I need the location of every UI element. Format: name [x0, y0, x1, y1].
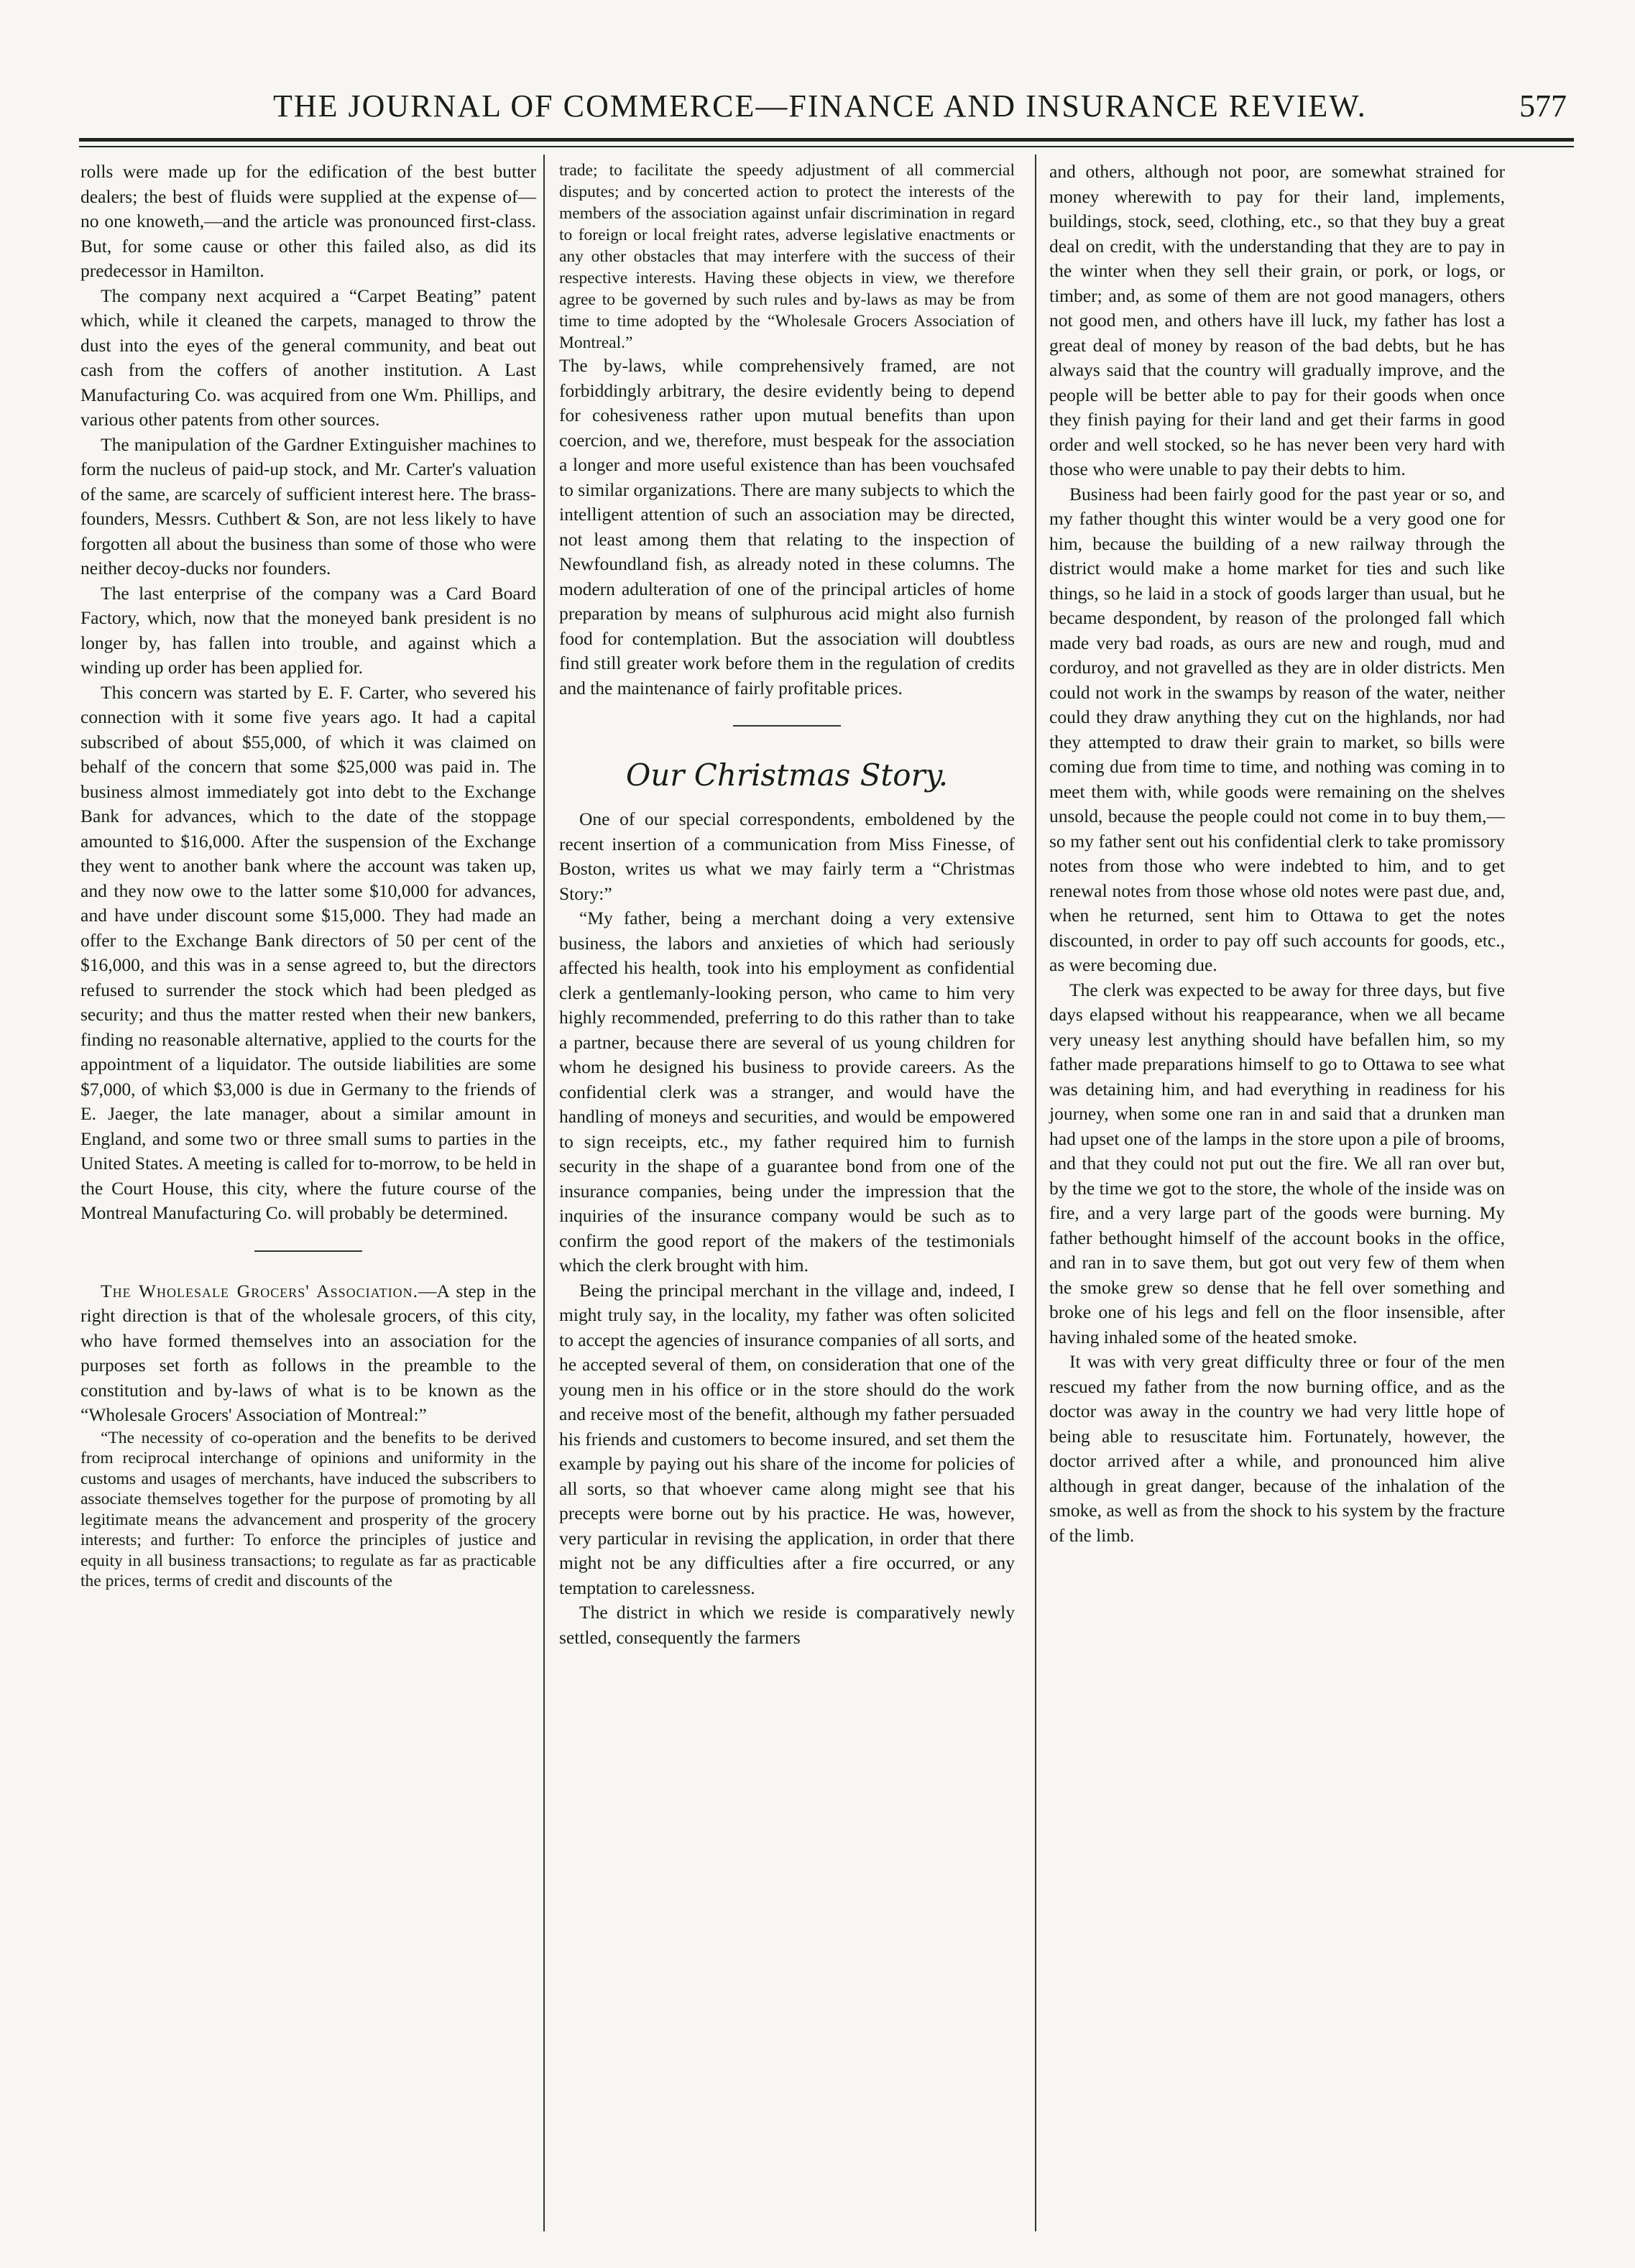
col1-paragraph-1: rolls were made up for the edification of the best butter dealers; the best of fluids were supplied at the expense of—no one knoweth,—and the article was pronounced first-class. But, for some cause or other this failed also, as did its predecessor in Hamilton.	[80, 161, 536, 281]
col2-paragraph-merchant: Being the principal merchant in the village and, indeed, I might truly say, in the locality, my father was often solicited to accept the agencies of insurance companies of all sorts, and he accepted several of them, on consideration that one of the young men in his office or in the store should do the work and receive most of the benefit, although my father persuaded his friends and customers to become insured, and set them the example by paying out his share of the income for policies of all sorts, so that whoever came along might see that his precepts were borne out by his practice. He was, however, very particular in revising the application, in order that there might not be any difficulties after a fire occurred, or any temptation to carelessness.	[559, 1279, 1015, 1598]
col2-paragraph-district: The district in which we reside is comparatively newly settled, consequently the farmers	[559, 1602, 1015, 1648]
col1-paragraph-3: The manipulation of the Gardner Extinguisher machines to form the nucleus of paid-up stock, and Mr. Carter's valuation of the same, are scarcely of sufficient interest here. The brass-founders, Messrs. Cuthbert & Son, are not less likely to have forgotten all about the business than some of those who were neither decoy-ducks nor founders.	[80, 433, 536, 578]
column-3	[1049, 160, 1505, 1548]
column-divider-2	[1035, 155, 1036, 2231]
col1-paragraph-4: The last enterprise of the company was a Card Board Factory, which, now that the moneyed bank president is no longer by, has fallen into trouble, and against which a winding up order has been applied for.	[80, 582, 536, 678]
column-divider-1	[543, 155, 545, 2231]
col1-preamble-quote: “The necessity of co-operation and the benefits to be derived from reciprocal interchange of opinions and uniformity in the customs and usages of merchants, have induced the subscribers to associate themselves together for the purpose of promoting by all legitimate means the advancement and prosperity of the grocery interests; and further: To enforce the principles of justice and equity in all business transactions; to regulate as far as practicable the prices, terms of credit and discounts of the	[80, 1428, 536, 1590]
grocers-body: —A step in the right direction is that of the wholesale grocers, of this city, who have formed themselves into an association for the purposes set forth as follows in the preamble to the constitution and by-laws of what is to be known as the “Wholesale Grocers' Association of Montreal:”	[80, 1280, 537, 1425]
col3-paragraph-4: It was with very great difficulty three or four of the men rescued my father from the now burning office, and as the doctor was away in the country we had very little hope of being able to resuscitate him. Fortunately, however, the doctor arrived after a while, and pronounced him alive although in great danger, because of the inhalation of the smoke, as well as from the shock to his system by the fracture of the limb.	[1049, 1351, 1505, 1546]
col2-preamble-continued: trade; to facilitate the speedy adjustment of all commercial disputes; and by concerted action to protect the interests of the members of the association against unfair discrimination in regard to foreign or local freight rates, adverse legislative enactments or any other obstacles that may interfere with the success of their respective interests. Having these objects in view, we therefore agree to be governed by such rules and by-laws as may be from time to time adopted by the “Wholesale Grocers Association of Montreal.”	[559, 161, 1015, 352]
col1-paragraph-5: This concern was started by E. F. Carter, who severed his connection with it some five years ago. It had a capital subscribed of about $55,000, of which it was claimed on behalf of the concern that some $25,000 was paid in. The business almost immediately got into debt to the Exchange Bank for advances, which to the date of the stoppage amounted to $16,000. After the suspension of the Exchange they went to another bank where the account was taken up, and they now owe to the latter some $10,000 for advances, and have under discount some $15,000. They had made an offer to the Exchange Bank directors of 50 per cent of the $16,000, and this was in a sense agreed to, but the directors refused to surrender the stock which had been pledged as security; and thus the matter rested when their new bankers, finding no reasonable alternative, applied to the courts for the appointment of a liquidator. The outside liabilities are some $7,000, of which $3,000 is due in Germany to the friends of E. Jaeger, the late manager, about a similar amount in England, and some two or three small sums to parties in the United States. A meeting is called for to-morrow, to be held in the Court House, this city, where the future course of the Montreal Manufacturing Co. will probably be determined.	[80, 681, 536, 1223]
col1-paragraph-2: The company next acquired a “Carpet Beating” patent which, while it cleaned the carpets, managed to throw the dust into the eyes of the general community, and beat out cash from the coffers of another institution. A Last Manufacturing Co. was acquired from one Wm. Phillips, and various other patents from other sources.	[80, 285, 536, 430]
column-1	[80, 160, 536, 1592]
col2-paragraph-father: “My father, being a merchant doing a very extensive business, the labors and anxieties of which had seriously affected his health, took into his employment as confidential clerk a gentlemanly-looking person, who came to him very highly recommended, preferring to do this rather than to take a partner, because there are several of us young children for whom he designed his business to provide careers. As the confidential clerk was a stranger, and would have the handling of moneys and securities, and would be empowered to sign receipts, etc., my father required him to furnish security in the shape of a guarantee bond from one of the insurance companies, being under the impression that the inquiries of the insurance company would be such as to confirm the good report of the makers of the testimonials which the clerk brought with him.	[559, 908, 1015, 1276]
col1-grocers-paragraph	[80, 1279, 536, 1428]
header-rule-thin	[79, 146, 1574, 147]
col3-paragraph-3: The clerk was expected to be away for three days, but five days elapsed without his reappearance, when we all became very uneasy lest anything should have befallen him, so my father made preparations himself to go to Ottawa to see what was detaining him, and had everything in readiness for his journey, when some one ran in and said that a drunken man had upset one of the lamps in the store upon a pile of brooms, and that they could not put out the fire. We all ran over but, by the time we got to the store, the whole of the inside was on fire, and a very large part of the goods were burning. My father bethought himself of the account books in the office, and ran in to save them, but got out very few of them when the smoke grew so dense that he fell over something and broke one of his legs and fell on the floor insensible, after having inhaled some of the heated smoke.	[1049, 979, 1505, 1347]
col2-paragraph-intro: One of our special correspondents, emboldened by the recent insertion of a communication from Miss Finesse, of Boston, writes us what we may fairly term a “Christmas Story:”	[559, 808, 1015, 904]
col3-paragraph-1: and others, although not poor, are somewhat strained for money wherewith to pay for their land, implements, buildings, stock, seed, clothing, etc., so that they buy a great deal on credit, with the understanding that they are to pay in the winter when they sell their grain, or pork, or logs, or timber; and, as some of them are not good managers, others not good men, and others have ill luck, my father has lost a great deal of money by reason of the bad debts, but he has always said that the country will gradually improve, and the people will be better able to pay for their goods when once they finish paying for their land and get their farms in good order and well stocked, so he has never been very hard with those who were unable to pay their debts to him.	[1049, 161, 1505, 479]
col3-paragraph-2: Business had been fairly good for the past year or so, and my father thought this winter would be a very good one for him, because the building of a new railway through the district would make a home market for ties and such like things, so he laid in a stock of goods larger than usual, but he became despondent, by reason of the prolonged fall which made very bad roads, as ours are new and rough, mud and corduroy, and not gravelled as they are in older districts. Men could not work in the swamps by reason of the water, neither could they draw anything they cut on the highlands, nor had they attempted to draw their grain to market, so bills were coming due from time to time, and nothing was coming in to meet them with, while goods were remaining on the shelves unsold, because the people could not come in to buy them,—so my father sent out his confidential clerk to take promissory notes from those who were indebted to him, and to get renewal notes from those whose old notes were past due, and, when he returned, sent him to Ottawa to get the notes discounted, in order to pay off such accounts for goods, etc., as were becoming due.	[1049, 483, 1505, 975]
christmas-story-title: Our Christmas Story.	[625, 757, 949, 793]
col2-bylaws-paragraph: The by-laws, while comprehensively framed, are not forbiddingly arbitrary, the desire evidently being to depend for cohesiveness rather upon mutual benefits than upon coercion, and we, therefore, must bespeak for the association a longer and more useful existence than has been vouchsafed to similar organizations. There are many subjects to which the intelligent attention of such an association may be directed, not least among them that relating to the inspection of Newfoundland fish, as already noted in these columns. The modern adulteration of one of the principal articles of home preparation by means of sulphurous acid might also furnish food for contemplation. But the association will doubtless find still greater work before them in the regulation of credits and the maintenance of fairly profitable prices.	[559, 355, 1015, 699]
column-2	[559, 160, 1015, 1650]
col1-section-rule	[254, 1250, 362, 1252]
header-rule-thick	[79, 138, 1574, 142]
col2-section-rule	[733, 725, 841, 727]
page-header	[79, 85, 1574, 135]
journal-title: THE JOURNAL OF COMMERCE—FINANCE AND INSURANCE REVIEW.	[273, 88, 1367, 124]
grocers-heading: The Wholesale Grocers' Association.	[101, 1280, 419, 1301]
page-number: 577	[1519, 88, 1567, 124]
